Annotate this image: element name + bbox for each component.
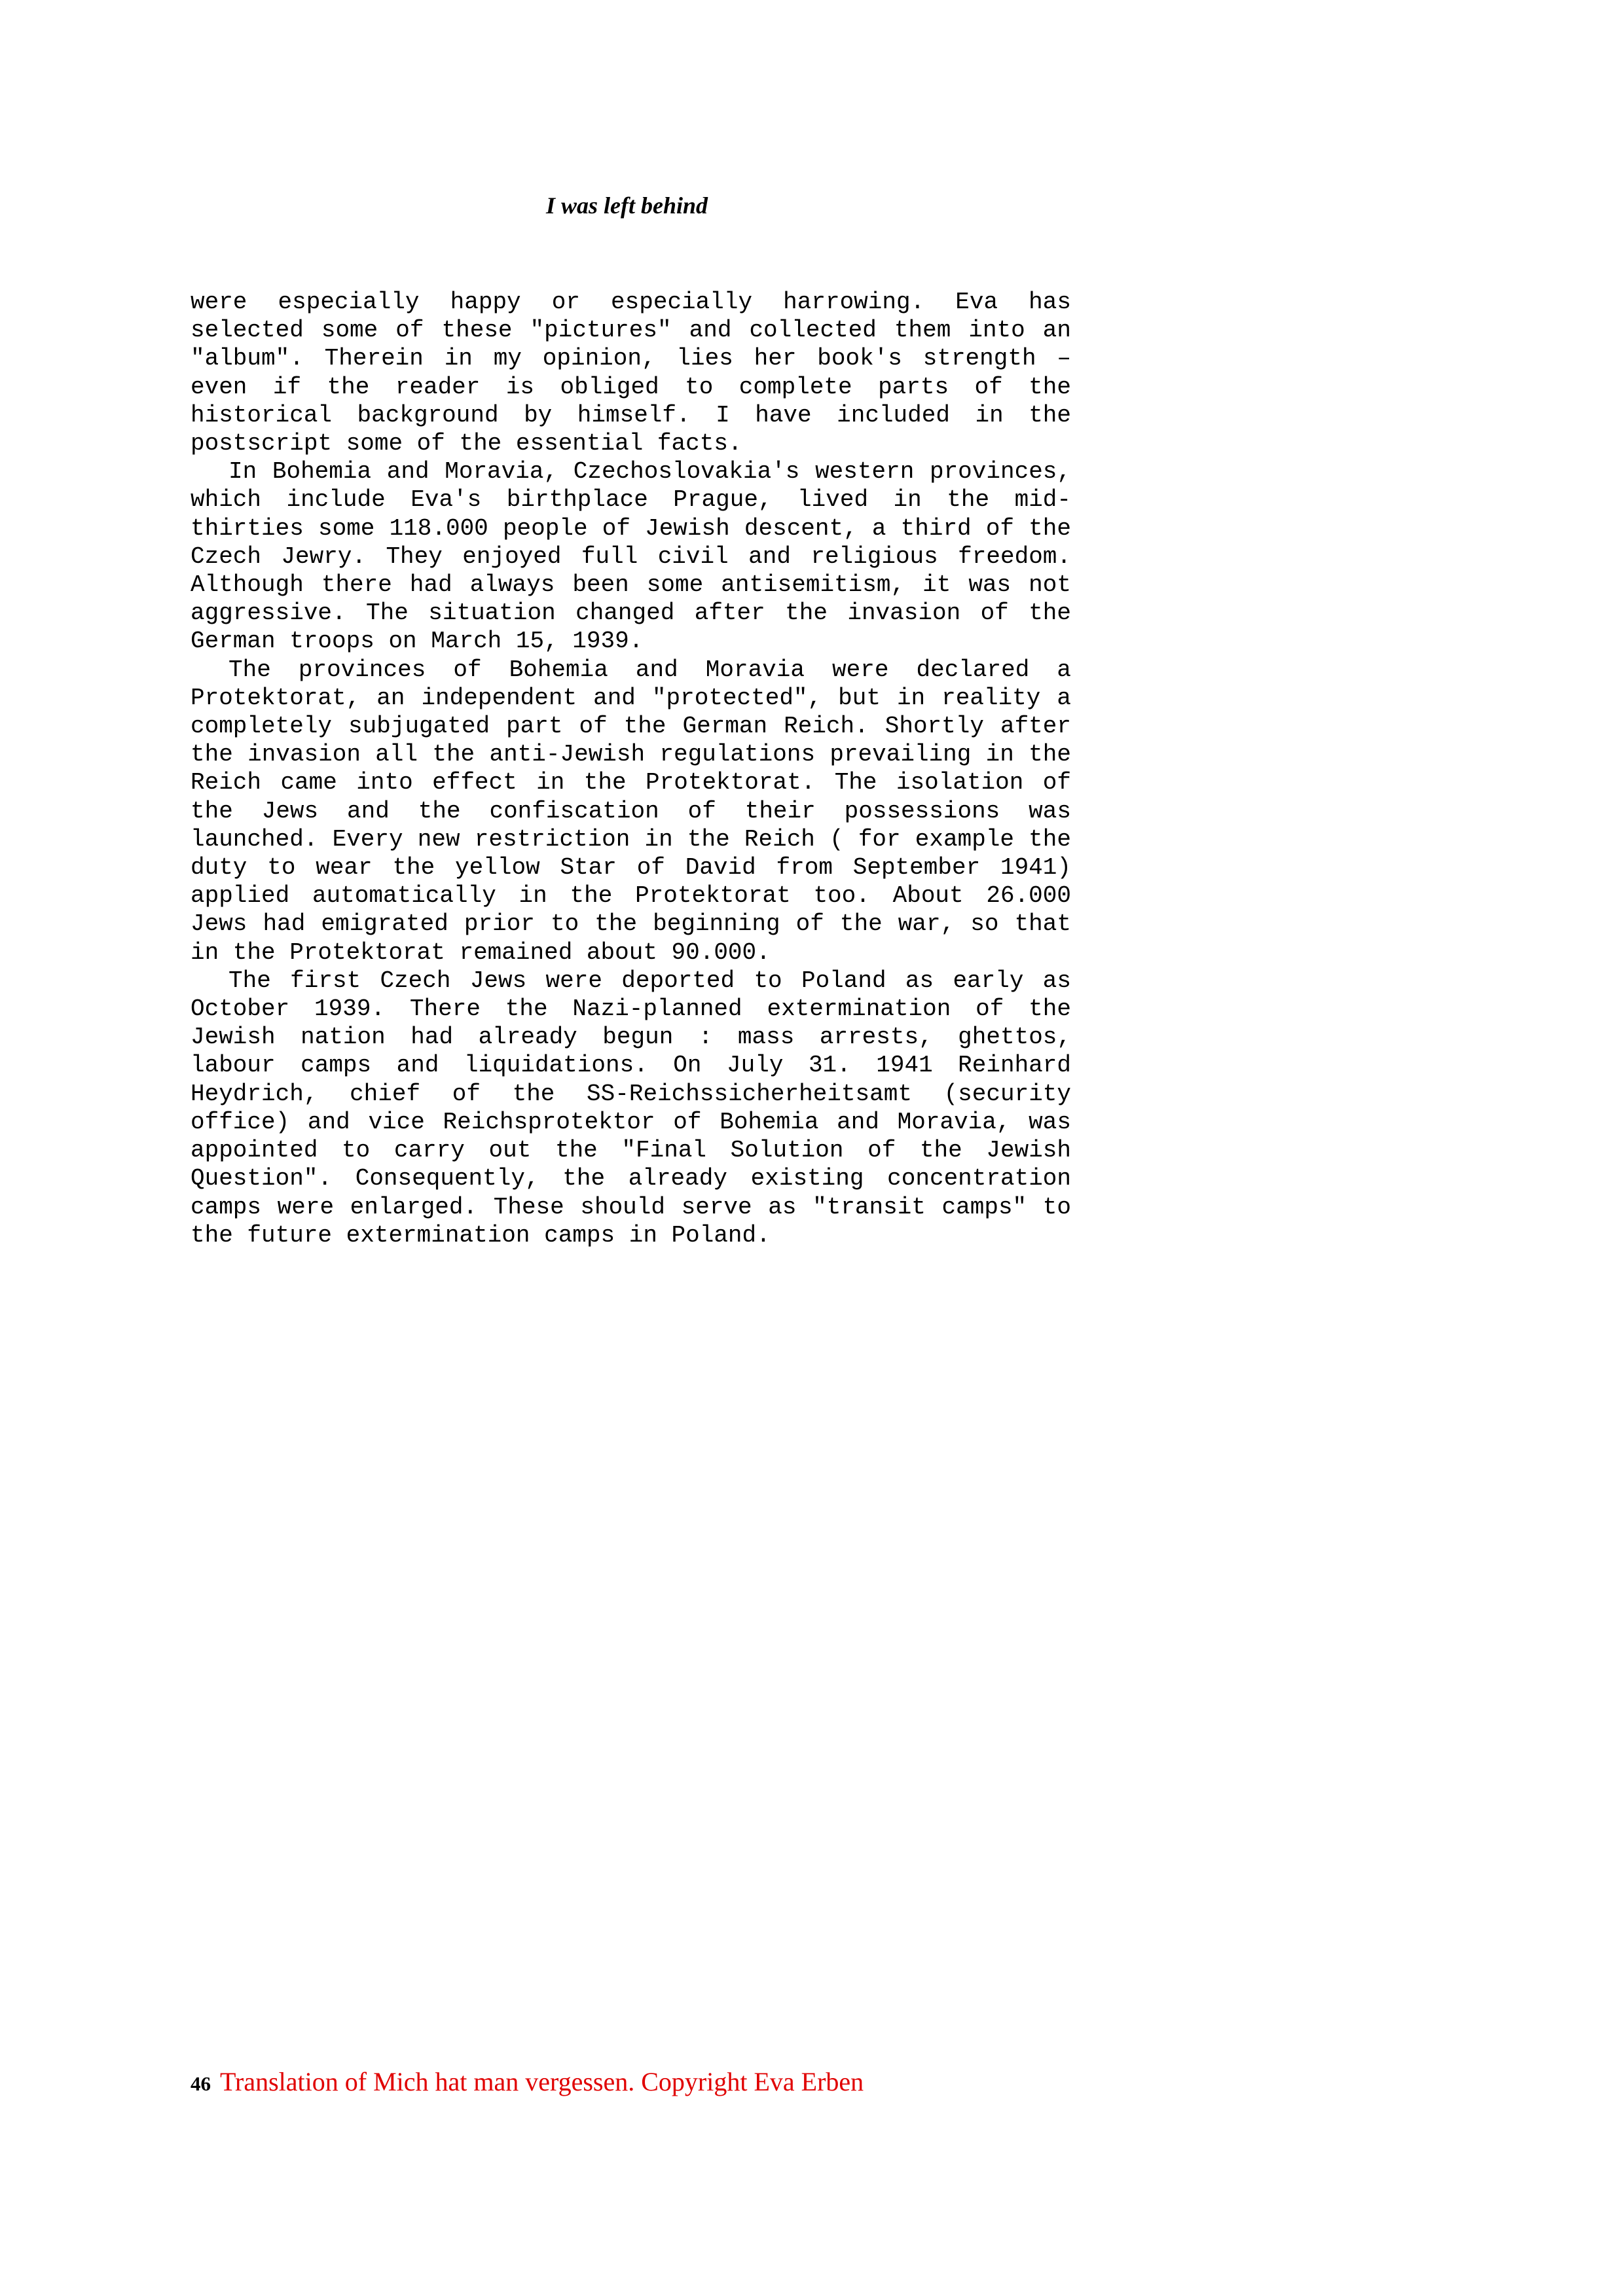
- body-text: [191, 288, 1071, 1249]
- footer-copyright-note: Translation of Mich hat man vergessen. Copyright Eva Erben: [220, 2067, 864, 2096]
- page-number: 46: [191, 2072, 211, 2095]
- paragraph-3: The provinces of Bohemia and Moravia were declared a Protektorat, an independent and "protected", but in reality a completely subjugated part of the German Reich. Shortly after the invasion all the anti-Jewish regulations prevailing in the Reich came into effect in the Protektorat. The isolation of the Jews and the confiscation of their possessions was launched. Every new restriction in the Reich ( for example the duty to wear the yellow Star of David from September 1941) applied automatically in the Protektorat too. About 26.000 Jews had emigrated prior to the beginning of the war, so that in the Protektorat remained about 90.000.: [191, 656, 1071, 966]
- paragraph-1: were especially happy or especially harrowing. Eva has selected some of these "pictures" and collected them into an "album". Therein in my opinion, lies her book's strength – even if the reader is obliged to complete parts of the historical background by himself. I have included in the postscript some of the essential facts.: [191, 289, 1071, 457]
- running-header-title: I was left behind: [546, 192, 708, 219]
- paragraph-2: In Bohemia and Moravia, Czechoslovakia's western provinces, which include Eva's birthplace Prague, lived in the mid-thirties some 118.000 people of Jewish descent, a third of the Czech Jewry. They enjoyed full civil and religious freedom. Although there had always been some antisemitism, it was not aggressive. The situation changed after the invasion of the German troops on March 15, 1939.: [191, 458, 1071, 655]
- paragraph-4: The first Czech Jews were deported to Poland as early as October 1939. There the Nazi-planned extermination of the Jewish nation had already begun : mass arrests, ghettos, labour camps and liquidations. On July 31. 1941 Reinhard Heydrich, chief of the SS-Reichssicherheitsamt (security office) and vice Reichsprotektor of Bohemia and Moravia, was appointed to carry out the "Final Solution of the Jewish Question". Consequently, the already existing concentration camps were enlarged. These should serve as "transit camps" to the future extermination camps in Poland.: [191, 967, 1071, 1249]
- page-footer: [191, 2066, 864, 2097]
